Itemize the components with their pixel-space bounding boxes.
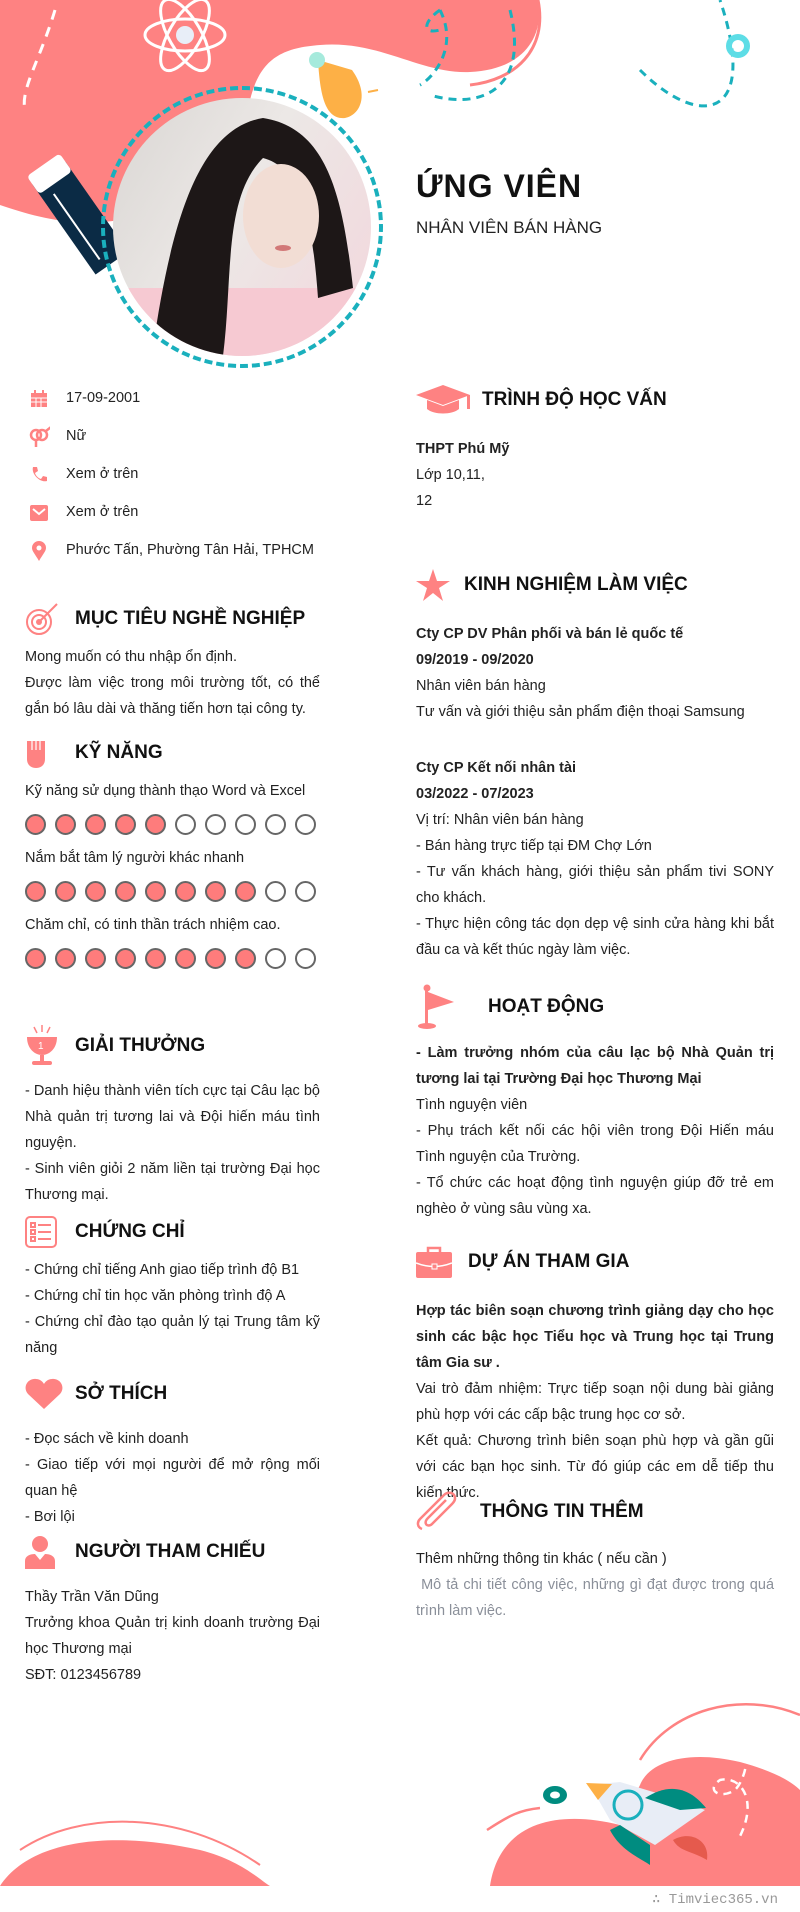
- rating-dot-filled: [55, 881, 76, 902]
- footer-decoration: [0, 1680, 800, 1912]
- svg-text:1: 1: [38, 1041, 44, 1052]
- skill-label: Chăm chỉ, có tinh thần trách nhiệm cao.: [25, 917, 281, 933]
- watermark: ∴ Timviec365.vn: [651, 1892, 778, 1908]
- rating-dot-filled: [25, 881, 46, 902]
- info-phone: Xem ở trên: [28, 464, 50, 486]
- rating-dot-filled: [55, 814, 76, 835]
- rating-dot-filled: [115, 814, 136, 835]
- section-additional: THÔNG TIN THÊM Thêm những thông tin khác ( nếu cần ) Mô tả chi tiết công việc, những gì đạt được trong quá trình làm việc.: [416, 1490, 774, 1624]
- section-awards: 1 GIẢI THƯỞNG - Danh hiệu thành viên tích cực tại Câu lạc bộ Nhà quản trị tương lai và Đội hiến máu tình nguyện. - Sinh viên giỏi 2 năm liền tại trường Đại học Thương mại.: [25, 1026, 320, 1208]
- person-icon: [25, 1532, 75, 1572]
- candidate-photo: [113, 98, 371, 356]
- section-projects: DỰ ÁN THAM GIA Hợp tác biên soạn chương trình giảng dạy cho học sinh các bậc học Tiểu học và Trung học tại Trung tâm Gia sư . Vai trò đảm nhiệm: Trực tiếp soạn nội dung bài giảng phù hợp với các cấp bậc trung học cơ sở. Kết quả: Chương trình biên soạn phù hợp và gần gũi với các bạn học sinh. Từ đó giúp các em dễ tiếp thu kiến thức.: [416, 1242, 774, 1506]
- rating-dot-empty: [265, 881, 286, 902]
- info-birthdate: 17-09-2001: [28, 388, 50, 410]
- info-email: Xem ở trên: [28, 502, 50, 524]
- section-activities: HOẠT ĐỘNG - Làm trưởng nhóm của câu lạc bộ Nhà Quản trị tương lai tại Trường Đại học Thương Mại Tình nguyện viên - Phụ trách kết nối các hội viên trong Đội Hiến máu Tình nguyện của Trường. - Tổ chức các hoạt động tình nguyện giúp đỡ trẻ em nghèo ở vùng sâu vùng xa.: [416, 984, 774, 1222]
- calendar-icon: [28, 388, 50, 410]
- section-skills: KỸ NĂNG Kỹ năng sử dụng thành thạo Word và Excel Nắm bắt tâm lý người khác nhanh Chăm chỉ, có tinh thần trách nhiệm cao.: [25, 733, 320, 979]
- trophy-icon: [25, 1026, 75, 1066]
- hand-icon: [25, 733, 75, 773]
- star-icon: [416, 565, 460, 605]
- rating-dot-empty: [235, 814, 256, 835]
- rating-dot-empty: [205, 814, 226, 835]
- rating-dot-filled: [85, 881, 106, 902]
- rating-dot-filled: [25, 814, 46, 835]
- graduation-cap-icon: [416, 380, 478, 420]
- location-icon: [28, 540, 50, 562]
- rating-dot-empty: [295, 814, 316, 835]
- rating-dot-empty: [265, 814, 286, 835]
- rating-dot-empty: [295, 881, 316, 902]
- rating-dot-filled: [145, 948, 166, 969]
- section-references: NGƯỜI THAM CHIẾU Thầy Trần Văn Dũng Trưởng khoa Quản trị kinh doanh trường Đại học Thương mại SĐT: 0123456789: [25, 1532, 320, 1688]
- flag-icon: [416, 987, 484, 1027]
- rating-dot-filled: [235, 881, 256, 902]
- section-education: TRÌNH ĐỘ HỌC VẤN THPT Phú Mỹ Lớp 10,11, 12: [416, 380, 774, 514]
- section-certificates: CHỨNG CHỈ - Chứng chỉ tiếng Anh giao tiếp trình độ B1 - Chứng chỉ tin học văn phòng trình độ A - Chứng chỉ đào tạo quản lý tại Trung tâm kỹ năng: [25, 1212, 320, 1361]
- rating-dot-filled: [85, 948, 106, 969]
- rating-dot-filled: [85, 814, 106, 835]
- skill-rating: [25, 881, 320, 902]
- rating-dot-filled: [145, 881, 166, 902]
- rating-dot-filled: [115, 948, 136, 969]
- rating-dot-filled: [175, 948, 196, 969]
- candidate-position: NHÂN VIÊN BÁN HÀNG: [416, 218, 603, 237]
- heart-icon: [25, 1374, 75, 1414]
- email-icon: [28, 502, 50, 524]
- rating-dot-filled: [115, 881, 136, 902]
- rating-dot-filled: [235, 948, 256, 969]
- rating-dot-filled: [25, 948, 46, 969]
- rating-dot-filled: [175, 881, 196, 902]
- gender-icon: [28, 426, 50, 448]
- target-icon: [25, 599, 75, 639]
- skill-label: Kỹ năng sử dụng thành thạo Word và Excel: [25, 783, 306, 799]
- briefcase-icon: [416, 1242, 464, 1282]
- info-gender: Nữ: [28, 426, 50, 448]
- rating-dot-filled: [145, 814, 166, 835]
- checklist-icon: [25, 1212, 75, 1252]
- rating-dot-empty: [175, 814, 196, 835]
- info-address: Phước Tấn, Phường Tân Hải, TPHCM: [28, 540, 50, 562]
- additional-placeholder: Mô tả chi tiết công việc, những gì đạt được trong quá trình làm việc.: [416, 1577, 779, 1619]
- rating-dot-filled: [205, 948, 226, 969]
- section-objective: MỤC TIÊU NGHỀ NGHIỆP Mong muốn có thu nhập ổn định. Được làm việc trong môi trường tốt, có thể gắn bó lâu dài và thăng tiến hơn tại công ty.: [25, 599, 320, 722]
- job-entry: Cty CP Kết nối nhân tài 03/2022 - 07/2023 Vị trí: Nhân viên bán hàng - Bán hàng trực tiếp tại ĐM Chợ Lớn - Tư vấn khách hàng, giới thiệu sản phẩm tivi SONY cho khách. - Thực hiện công tác dọn dẹp vệ sinh cửa hàng khi bắt đầu ca và kết thúc ngày làm việc.: [416, 760, 774, 958]
- phone-icon: [28, 464, 50, 486]
- candidate-name: ỨNG VIÊN: [416, 168, 583, 204]
- rating-dot-filled: [205, 881, 226, 902]
- paperclip-icon: [416, 1492, 476, 1532]
- section-experience: KINH NGHIỆM LÀM VIỆC Cty CP DV Phân phối và bán lẻ quốc tế 09/2019 - 09/2020 Nhân viên bán hàng Tư vấn và giới thiệu sản phẩm điện thoại Samsung Cty CP Kết nối nhân tài 03/2022 - 07/2023 Vị trí: Nhân viên bán hàng - Bán hàng trực tiếp tại ĐM Chợ Lớn - Tư vấn khách hàng, giới thiệu sản phẩm tivi SONY cho khách. - Thực hiện công tác dọn dẹp vệ sinh cửa hàng khi bắt đầu ca và kết thúc ngày làm việc.: [416, 565, 774, 963]
- skill-rating: [25, 814, 320, 835]
- section-hobbies: SỞ THÍCH - Đọc sách về kinh doanh - Giao tiếp với mọi người để mở rộng mối quan hệ - Bơi lội: [25, 1374, 320, 1530]
- skill-label: Nắm bắt tâm lý người khác nhanh: [25, 850, 245, 866]
- job-entry: Cty CP DV Phân phối và bán lẻ quốc tế 09/2019 - 09/2020 Nhân viên bán hàng Tư vấn và giới thiệu sản phẩm điện thoại Samsung: [416, 626, 745, 720]
- skill-rating: [25, 948, 320, 969]
- rating-dot-filled: [55, 948, 76, 969]
- rating-dot-empty: [265, 948, 286, 969]
- rating-dot-empty: [295, 948, 316, 969]
